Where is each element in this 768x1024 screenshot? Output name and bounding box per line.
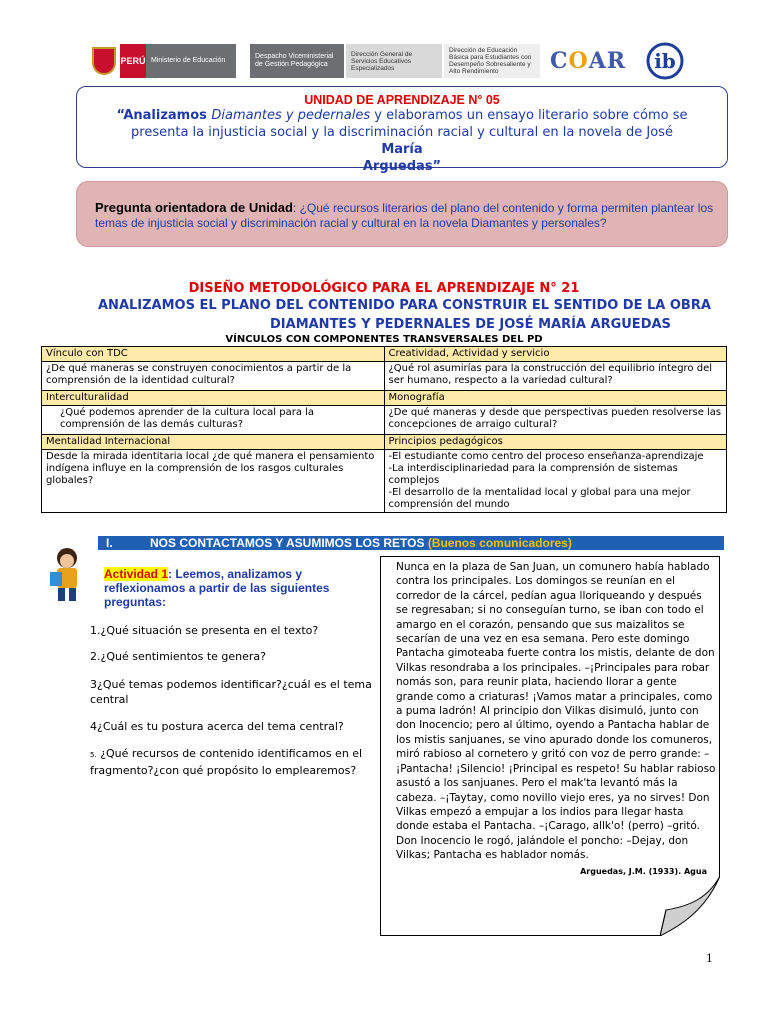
section-number: I. bbox=[106, 536, 113, 550]
table-row bbox=[42, 391, 727, 406]
unit-title: UNIDAD DE APRENDIZAJE N° 05 bbox=[304, 93, 500, 107]
direccion-general-logo bbox=[346, 42, 442, 80]
unit-text-maria: María bbox=[381, 142, 423, 157]
direccion-basica-logo bbox=[444, 42, 540, 80]
design-title: DISEÑO METODOLÓGICO PARA EL APRENDIZAJE N° 21 bbox=[188, 281, 580, 296]
passage-citation: Arguedas, J.M. (1933). Agua bbox=[580, 867, 707, 876]
unit-box bbox=[76, 86, 728, 174]
guiding-question-colon: : bbox=[292, 201, 300, 215]
page-number: 1 bbox=[706, 952, 713, 965]
section-title: NOS CONTACTAMOS Y ASUMIMOS LOS RETOS bbox=[150, 536, 428, 550]
table-cell: Creatividad, Actividad y servicio bbox=[384, 347, 727, 362]
question-5 bbox=[90, 746, 380, 778]
question-4: 4¿Cuál es tu postura acerca del tema central? bbox=[90, 720, 344, 733]
section-header bbox=[98, 536, 724, 550]
table-cell: Interculturalidad bbox=[42, 391, 385, 406]
design-subtitle-1: ANALIZAMOS EL PLANO DEL CONTENIDO PARA CONSTRUIR EL SENTIDO DE LA OBRA bbox=[98, 298, 711, 313]
despacho-label: Despacho Viceministerial de Gestión Pedagógica bbox=[250, 44, 344, 78]
question-1: 1.¿Qué situación se presenta en el texto? bbox=[90, 624, 319, 637]
table-cell: Monografía bbox=[384, 391, 727, 406]
table-row bbox=[42, 362, 727, 391]
question-5-text: ¿Qué recursos de contenido identificamos en el fragmento?¿con qué propósito lo emplearemos? bbox=[90, 747, 363, 777]
question-3: 3¿Qué temas podemos identificar?¿cuál es el tema central bbox=[90, 678, 372, 706]
table-row bbox=[42, 347, 727, 362]
ministerio-label: Ministerio de Educación bbox=[146, 44, 236, 78]
table-cell: ¿De qué maneras y desde que perspectivas pueden resolverse las concepciones de arraigo cultural? bbox=[384, 406, 727, 435]
page-curl-icon bbox=[660, 876, 720, 936]
despacho-logo bbox=[250, 42, 344, 80]
transversal-components-table bbox=[41, 346, 727, 513]
section-highlight: (Buenos comunicadores) bbox=[427, 536, 572, 550]
unit-text-body: y elaboramos un ensayo literario sobre cómo se presenta la injusticia social y la discriminación racial y cultural en la novela de José bbox=[131, 108, 688, 140]
reading-passage bbox=[380, 556, 720, 936]
peru-label: PERÚ bbox=[120, 44, 146, 78]
svg-text:ib: ib bbox=[654, 49, 676, 73]
table-cell: ¿De qué maneras se construyen conocimientos a partir de la comprensión de la identidad cultural? bbox=[42, 362, 385, 391]
minedu-logo bbox=[88, 42, 250, 80]
direccion-basica-label: Dirección de Educación Básica para Estudiantes con Desempeño Sobresaliente y Alto Rendimiento bbox=[444, 44, 540, 78]
table-row bbox=[42, 435, 727, 450]
ib-logo-icon bbox=[640, 42, 690, 80]
unit-text-arguedas: Arguedas” bbox=[362, 159, 442, 174]
peru-shield-icon bbox=[92, 47, 116, 75]
question-2: 2.¿Qué sentimientos te genera? bbox=[90, 650, 267, 663]
student-reading-icon bbox=[44, 546, 90, 604]
activity-text: : Leemos, analizamos y reflexionamos a partir de las siguientes preguntas: bbox=[104, 567, 330, 609]
guiding-question-box bbox=[76, 181, 728, 247]
table-cell: -El estudiante como centro del proceso enseñanza-aprendizaje -La interdisciplinariedad para la comprensión de sistemas complejos -El desarrollo de la mentalidad local y global para una mejor comprensión del mundo bbox=[384, 450, 727, 513]
table-cell: Mentalidad Internacional bbox=[42, 435, 385, 450]
unit-text-italic: Diamantes y pedernales bbox=[211, 108, 371, 123]
direccion-general-label: Dirección General de Servicios Educativos Especializados bbox=[346, 44, 442, 78]
table-cell: Vínculo con TDC bbox=[42, 347, 385, 362]
activity-heading bbox=[104, 567, 344, 609]
table-row bbox=[42, 450, 727, 513]
design-subtitle-2: DIAMANTES Y PEDERNALES DE JOSÉ MARÍA ARGUEDAS bbox=[270, 317, 671, 332]
passage-text: Nunca en la plaza de San Juan, un comunero había hablado contra los principales. Los domingos se reunían en el corredor de la cárcel, pedían agua lloriqueando y después se regresaban; si no conseguían turno, se iban con todo el amargo en el corazón, pensando que sus maizalitos se secarían de una vez en esa semana. Pero este domingo Pantacha gimoteaba fuerte contra los mistis, delante de don Vilkas resondraba a los principales. –¡Principales para robar nomás son, para reunir plata, haciendo llorar a gente grande como a criaturas! ¡Vamos matar a principales, como a puma ladrón! Al principio don Vilkas disimuló, junto con don Inocencio; pero al último, oyendo a Pantacha hablar de los mistis sanjuanes, se vino apurado donde los comuneros, miró rabioso al cornetero y gritó con voz de perro grande: –¡Pantacha! ¡Silencio! ¡Principal es respeto! Su hablar rabioso asustó a los sanjuanes. Pero el mak'ta levantó más la cabeza. –¡Taytay, como novillo viejo eres, ya no sirves! Don Vilkas empezó a empujar a los indios para llegar hasta donde estaba el Pantacha. –¡Carago, allk'o! (perro) –gritó. Don Inocencio le rogó, jalándole el poncho: –Dejay, don Vilkas; Pantacha es hablador nomás. bbox=[396, 561, 716, 862]
activity-label: Actividad 1 bbox=[104, 567, 169, 581]
coar-logo: C O AR bbox=[550, 48, 627, 74]
table-cell: ¿Qué rol asumirías para la construcción del equilibrio íntegro del ser humano, respecto a la variedad cultural? bbox=[384, 362, 727, 391]
table-cell: Desde la mirada identitaria local ¿de qué manera el pensamiento indígena influye en la comprensión de los rasgos culturales globales? bbox=[42, 450, 385, 513]
guiding-question-text: ¿Qué recursos literarios del plano del contenido y forma permiten plantear los temas de injusticia social y discriminación racial y cultural en la novela Diamantes y personales? bbox=[95, 201, 714, 230]
question-5-number: 5. bbox=[90, 751, 97, 759]
table-cell: ¿Qué podemos aprender de la cultura local para la comprensión de las demás culturas? bbox=[42, 406, 385, 435]
table-cell: Principios pedagógicos bbox=[384, 435, 727, 450]
unit-description bbox=[77, 107, 727, 175]
table-row bbox=[42, 406, 727, 435]
guiding-question-label: Pregunta orientadora de Unidad bbox=[95, 200, 293, 215]
table-title: VÍNCULOS CON COMPONENTES TRANSVERSALES DEL PD bbox=[225, 334, 543, 345]
unit-text-lead: “Analizamos bbox=[116, 108, 212, 123]
